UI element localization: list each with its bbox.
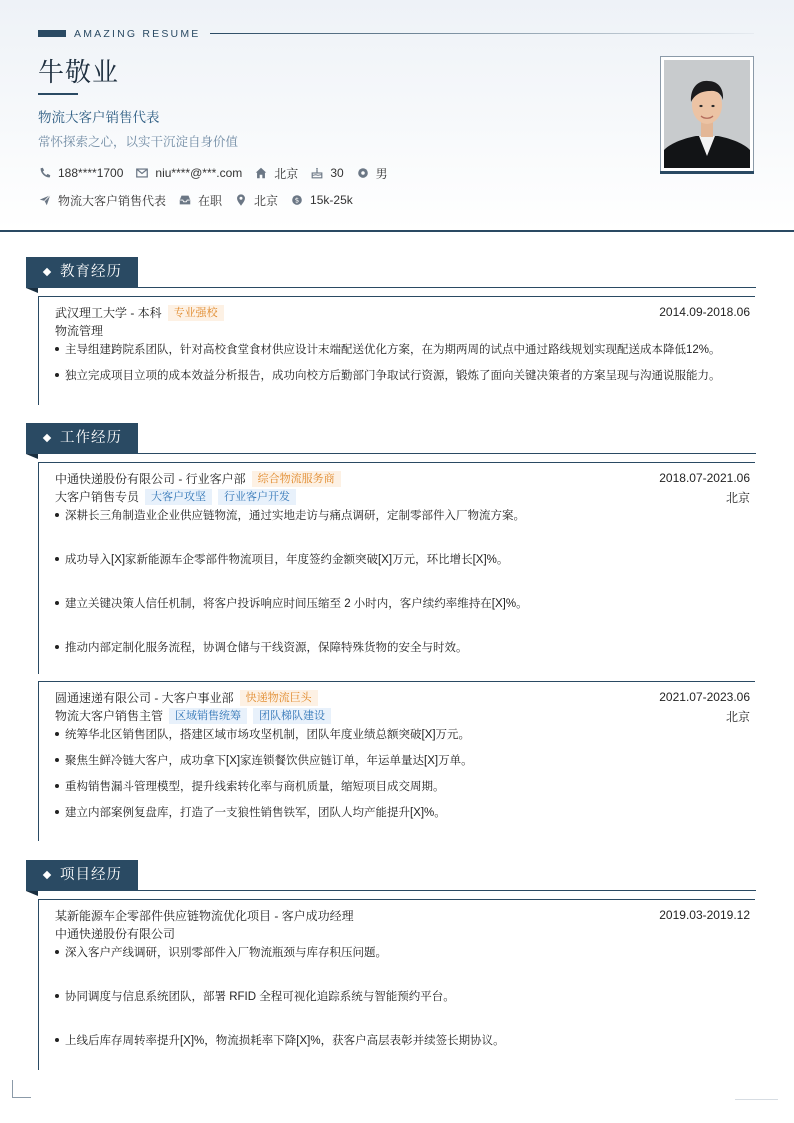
section-title-education <box>26 257 138 288</box>
bullet-dot <box>55 732 59 736</box>
role-tag: 行业客户开发 <box>218 489 296 505</box>
bullet-dot <box>55 810 59 814</box>
cake-icon <box>310 166 324 180</box>
target-job-text: 物流大客户销售代表 <box>58 193 167 208</box>
status-text: 在职 <box>198 193 223 208</box>
section-rule <box>138 287 756 288</box>
block-top-rule <box>38 296 755 297</box>
info-salary <box>290 193 353 207</box>
bullet-dot <box>55 645 59 649</box>
home-icon <box>254 166 268 180</box>
company-tag: 综合物流服务商 <box>252 471 341 487</box>
list-item: 推动内部定制化服务流程，协调仓储与干线资源，保障特殊货物的安全与时效。 <box>55 640 750 656</box>
education-timeline <box>38 296 39 405</box>
work-location: 北京 <box>725 491 750 505</box>
list-item: 上线后库存周转率提升[X]%，物流损耗率下降[X]%，获客户高层表彰并续签长期协议。 <box>55 1033 750 1049</box>
candidate-name: 牛敬业 <box>38 57 120 87</box>
info-phone <box>38 166 123 180</box>
school-name: 武汉理工大学 - 本科 <box>55 306 162 320</box>
svg-text:$: $ <box>294 196 300 205</box>
block-top-rule <box>38 681 755 682</box>
project-date: 2019.03-2019.12 <box>659 908 750 922</box>
project-company: 中通快递股份有限公司 <box>55 927 176 941</box>
school-tag: 专业强校 <box>168 305 224 321</box>
work-date: 2021.07-2023.06 <box>659 690 750 704</box>
page-corner-rule <box>735 1099 778 1100</box>
section-label: 项目经历 <box>60 867 122 883</box>
salary-text: 15k-25k <box>310 193 353 207</box>
age-text: 30 <box>330 166 344 180</box>
section-label: 教育经历 <box>60 264 122 280</box>
list-item: 深耕长三角制造业企业供应链物流，通过实地走访与痛点调研，定制零部件入厂物流方案。 <box>55 508 750 524</box>
list-item: 建立关键决策人信任机制，将客户投诉响应时间压缩至 2 小时内，客户续约率维持在[X]%。 <box>55 596 750 612</box>
diamond-icon <box>43 268 51 276</box>
name-underline <box>38 93 78 95</box>
info-email <box>135 166 242 180</box>
list-item: 聚焦生鲜冷链大客户，成功拿下[X]家连锁餐饮供应链订单，年运单量达[X]万单。 <box>55 753 750 769</box>
education-date: 2014.09-2018.06 <box>659 305 750 319</box>
role-tag: 大客户攻坚 <box>145 489 212 505</box>
work-role <box>55 488 296 505</box>
inbox-icon <box>178 193 192 207</box>
home-text: 北京 <box>274 166 299 181</box>
brand-line <box>210 33 754 34</box>
company-name: 圆通速递有限公司 - 大客户事业部 <box>55 691 234 705</box>
education-org <box>55 304 224 321</box>
work-location: 北京 <box>725 710 750 724</box>
list-item: 独立完成项目立项的成本效益分析报告，成功向校方后勤部门争取试行资源，锻炼了面向关键决策者的方案呈现与沟通说服能力。 <box>55 368 750 384</box>
list-item: 深入客户产线调研，识别零部件入厂物流瓶颈与库存积压问题。 <box>55 945 750 961</box>
gender-icon <box>356 166 370 180</box>
block-top-rule <box>38 462 755 463</box>
bullet-dot <box>55 758 59 762</box>
bullet-dot <box>55 513 59 517</box>
motto: 常怀探索之心，以实干沉淀自身价值 <box>38 135 239 149</box>
bullet-dot <box>55 784 59 788</box>
list-item: 协同调度与信息系统团队，部署 RFID 全程可视化追踪系统与智能预约平台。 <box>55 989 750 1005</box>
list-item: 成功导入[X]家新能源车企零部件物流项目，年度签约金额突破[X]万元，环比增长[X]%。 <box>55 552 750 568</box>
brand-bar <box>38 30 66 37</box>
phone-icon <box>38 166 52 180</box>
info-row-2 <box>38 192 365 208</box>
job-title: 物流大客户销售代表 <box>38 110 160 125</box>
project-timeline <box>38 899 39 1070</box>
info-gender <box>356 165 388 182</box>
page-corner-mark <box>12 1080 31 1098</box>
person-avatar-icon <box>664 60 750 168</box>
phone-text: 188****1700 <box>58 166 124 180</box>
target-city-text: 北京 <box>254 193 279 208</box>
info-age <box>310 166 343 180</box>
profile-photo-frame <box>660 56 754 172</box>
profile-photo <box>664 60 750 168</box>
brand-text: AMAZING RESUME <box>74 28 201 40</box>
list-item: 统筹华北区销售团队，搭建区域市场攻坚机制，团队年度业绩总额突破[X]万元。 <box>55 727 750 743</box>
work-timeline <box>38 462 39 674</box>
bullet-dot <box>55 1038 59 1042</box>
info-status <box>178 192 222 209</box>
role-tag: 区域销售统筹 <box>169 708 247 724</box>
work-org <box>55 689 318 706</box>
bullet-dot <box>55 557 59 561</box>
work-org <box>55 470 341 487</box>
company-name: 中通快递股份有限公司 - 行业客户部 <box>55 472 246 486</box>
info-target-city <box>234 192 278 209</box>
section-label: 工作经历 <box>60 430 122 446</box>
list-item: 建立内部案例复盘库，打造了一支狼性销售铁军，团队人均产能提升[X]%。 <box>55 805 750 821</box>
bullet-dot <box>55 601 59 605</box>
info-target-job <box>38 192 166 209</box>
diamond-icon <box>43 434 51 442</box>
bullet-dot <box>55 950 59 954</box>
gender-text: 男 <box>375 166 388 181</box>
block-top-rule <box>38 899 755 900</box>
section-rule <box>138 890 756 891</box>
email-text: niu****@***.com <box>155 166 243 180</box>
project-title: 某新能源车企零部件供应链物流优化项目 - 客户成功经理 <box>55 909 354 923</box>
send-icon <box>38 193 52 207</box>
bullet-dot <box>55 373 59 377</box>
brand-row <box>38 27 754 41</box>
work-role <box>55 707 331 724</box>
info-row-1 <box>38 165 400 181</box>
section-rule <box>138 453 756 454</box>
section-fold <box>26 891 38 896</box>
resume-header <box>0 0 794 232</box>
company-tag: 快递物流巨头 <box>240 690 318 706</box>
bullet-dot <box>55 347 59 351</box>
salary-icon <box>290 193 304 207</box>
role-title: 物流大客户销售主管 <box>55 709 164 723</box>
list-item: 重构销售漏斗管理模型，提升线索转化率与商机质量，缩短项目成交周期。 <box>55 779 750 795</box>
section-fold <box>26 288 38 293</box>
work-date: 2018.07-2021.06 <box>659 471 750 485</box>
list-item: 主导组建跨院系团队，针对高校食堂食材供应设计末端配送优化方案，在为期两周的试点中通过路线规划实现配送成本降低12%。 <box>55 342 750 358</box>
section-title-project <box>26 860 138 891</box>
section-fold <box>26 454 38 459</box>
section-title-work <box>26 423 138 454</box>
role-title: 大客户销售专员 <box>55 490 140 504</box>
education-major: 物流管理 <box>55 324 104 338</box>
bullet-dot <box>55 994 59 998</box>
diamond-icon <box>43 871 51 879</box>
info-home <box>254 165 298 182</box>
role-tag: 团队梯队建设 <box>253 708 331 724</box>
work-timeline <box>38 681 39 841</box>
photo-accent-bar <box>660 171 754 174</box>
mail-icon <box>135 166 149 180</box>
location-icon <box>234 193 248 207</box>
